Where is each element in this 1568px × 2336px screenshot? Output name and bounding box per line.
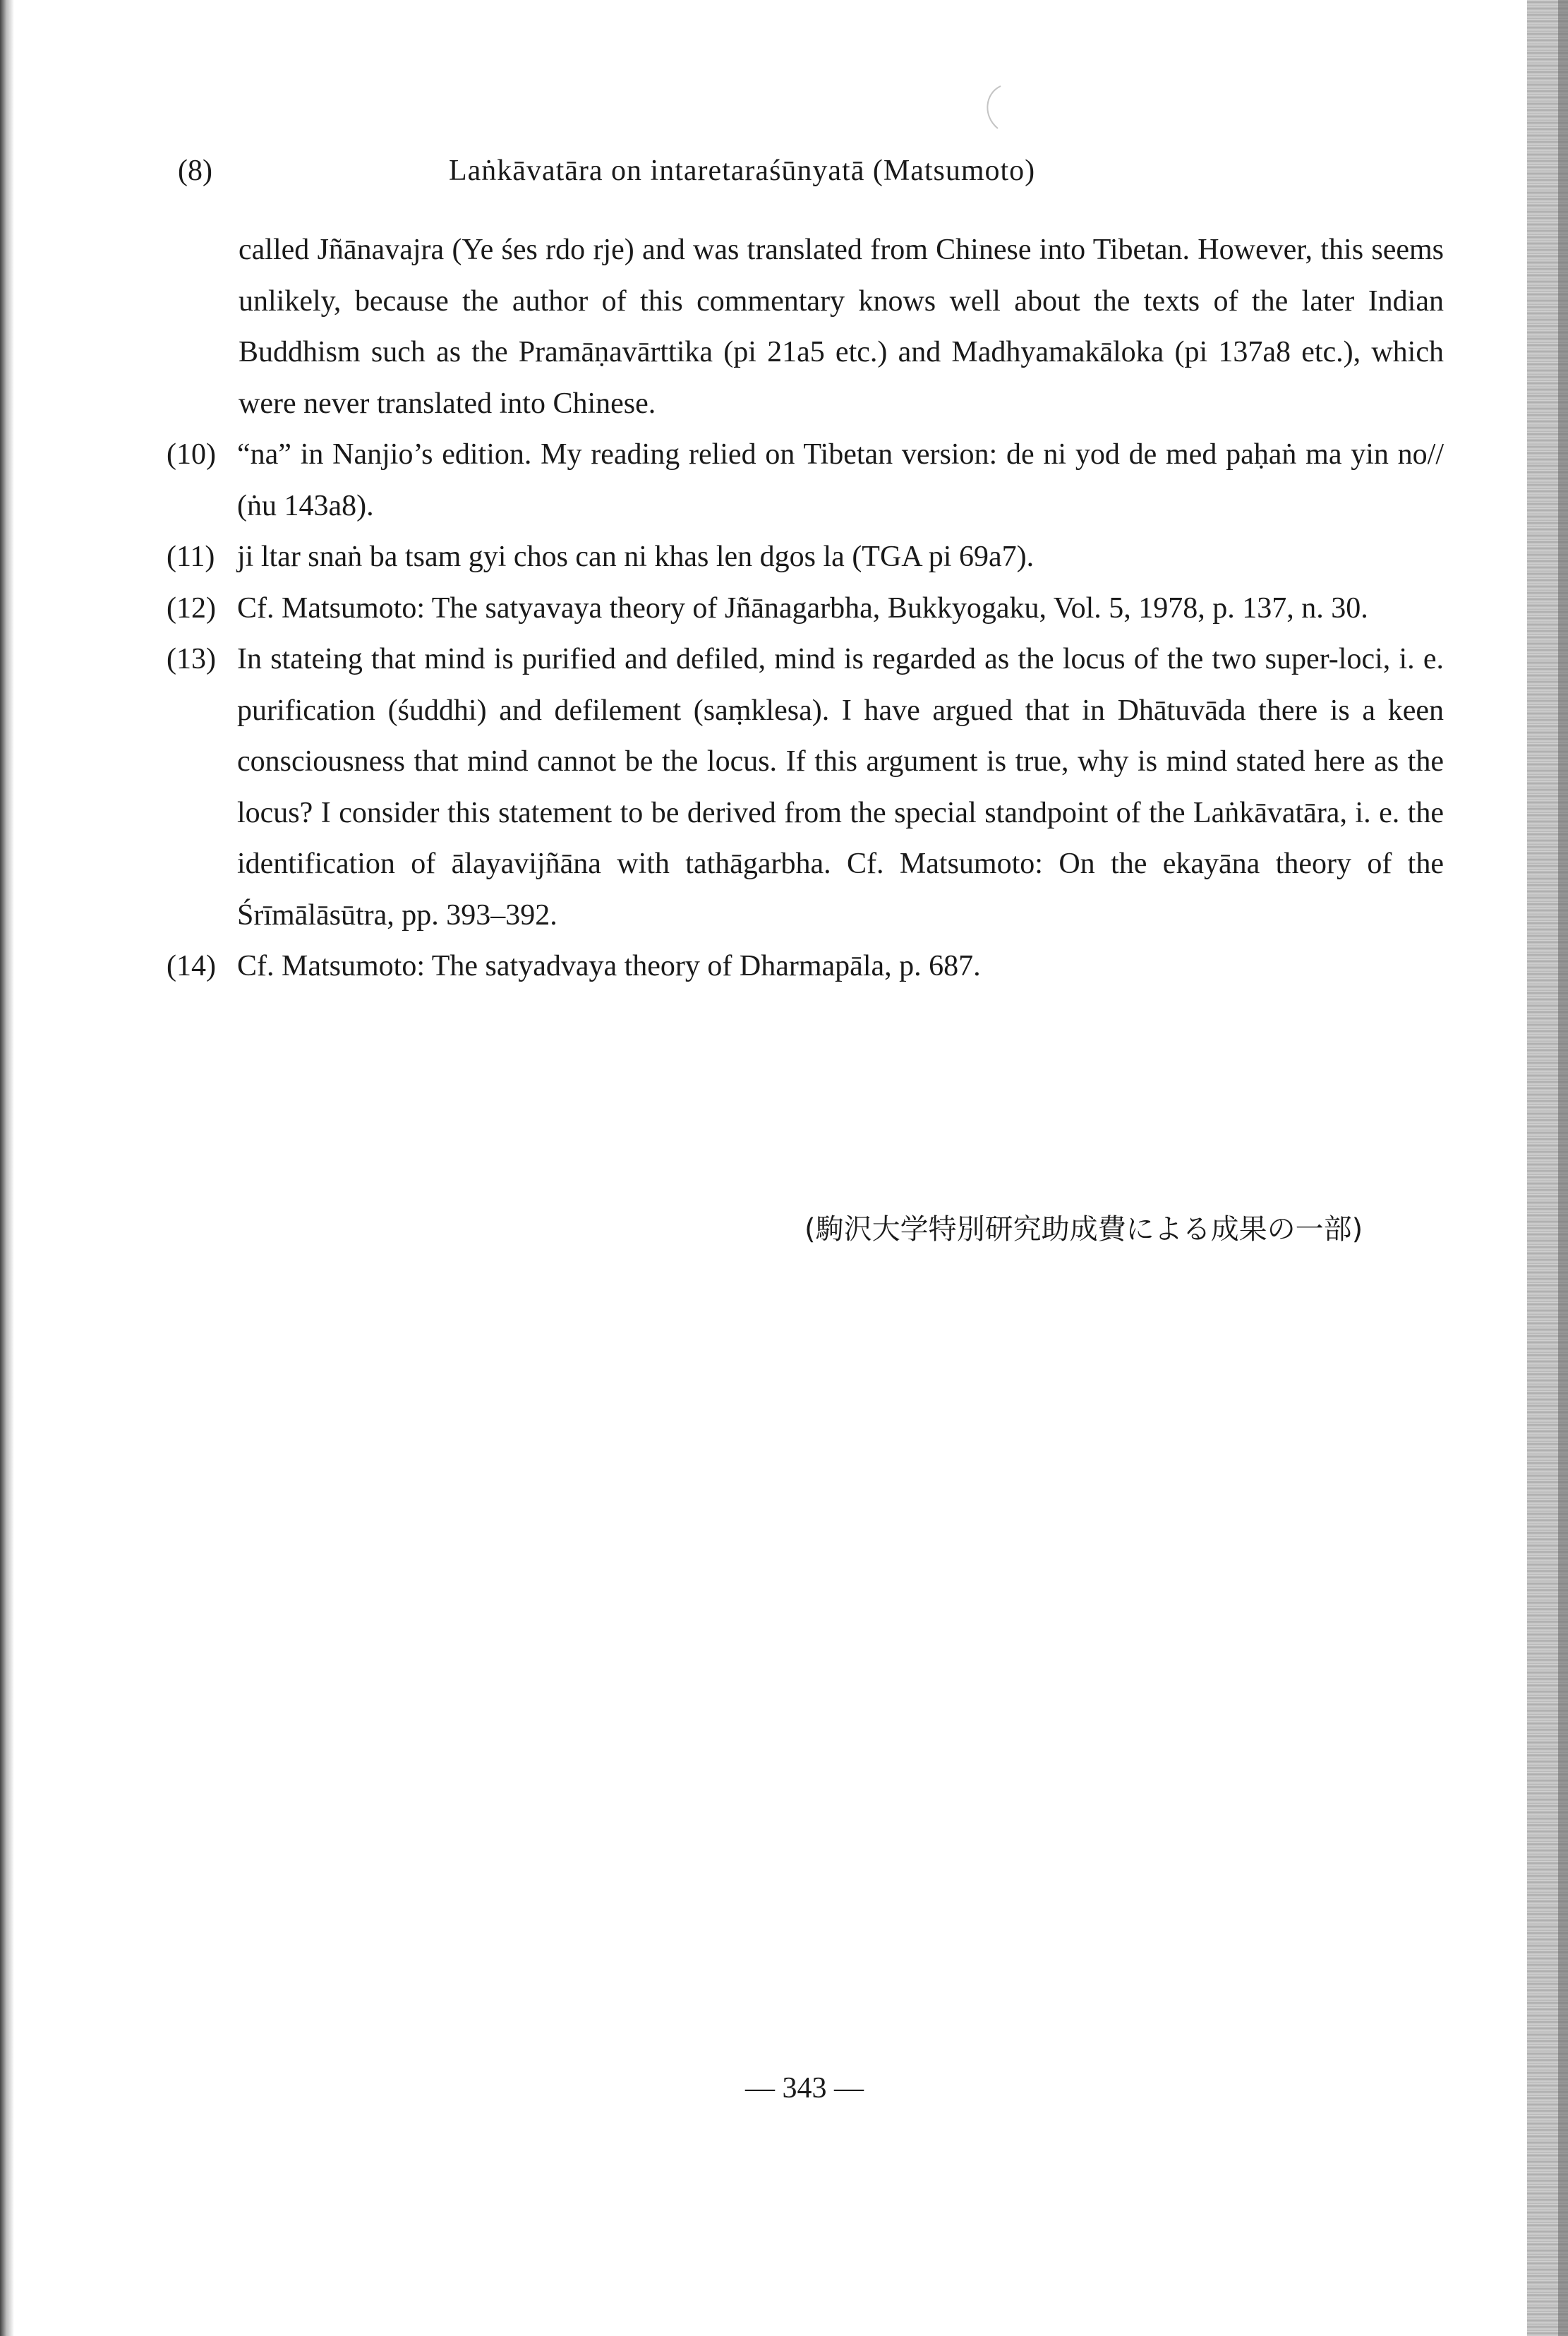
footnote-text: ji ltar snaṅ ba tsam gyi chos can ni khas len dgos la (TGA pi 69a7). <box>237 541 1035 573</box>
footnote-number: (12) <box>167 591 216 625</box>
scan-shadow-left <box>0 0 14 2336</box>
footnotes <box>167 224 1444 992</box>
pencil-mark <box>979 83 1008 133</box>
footnote-number: (13) <box>167 643 216 675</box>
footnote-text: Cf. Matsumoto: The satyadvaya theory of Dharmapāla, p. 687. <box>237 950 981 982</box>
running-title: Laṅkāvatāra on intaretaraśūnyatā (Matsumoto) <box>449 155 1036 187</box>
footnote-text: In stateing that mind is purified and defiled, mind is regarded as the locus of the two super-loci, i. e. purification (śuddhi) and defilement (saṃklesa). I have argued that in Dhātuvāda there is a keen consciousness that mind cannot be the locus. If this argument is true, why is mind stated here as the locus? I consider this statement to be derived from the special standpoint of the Laṅkāvatāra, i. e. the identification of ālayavijñāna with tathāgarbha. Cf. Matsumoto: On the ekayāna theory of the Śrīmālāsūtra, pp. 393–392. <box>237 643 1444 932</box>
footnote-13 <box>167 634 1444 941</box>
footnote-number: (14) <box>167 950 216 982</box>
page-number: — 343 — <box>745 2072 864 2105</box>
scan-edge-right <box>1558 0 1568 2336</box>
footnote-number: (10) <box>167 438 216 471</box>
footnote-number: (11) <box>167 541 215 573</box>
page-header <box>167 154 1444 203</box>
funding-note: (駒沢大学特別研究助成費による成果の一部) <box>804 1213 1363 1246</box>
footnote-text: Cf. Matsumoto: The satyavaya theory of Jñānagarbha, Bukkyogaku, Vol. 5, 1978, p. 137, n. 30. <box>237 591 1368 625</box>
footnote-11 <box>167 531 1444 583</box>
footnote-12 <box>167 583 1444 634</box>
header-page-label: (8) <box>178 155 212 187</box>
footnote-text: called Jñānavajra (Ye śes rdo rje) and was translated from Chinese into Tibetan. However, this seems unlikely, because the author of this commentary knows well about the texts of the later Indian Buddhism such as the Pramāṇavārttika (pi 21a5 etc.) and Madhyamakāloka (pi 137a8 etc.), which were never translated into Chinese. <box>239 234 1444 420</box>
footnote-10 <box>167 429 1444 531</box>
footnote-text: “na” in Nanjio’s edition. My reading relied on Tibetan version: de ni yod de med paḥaṅ ma yin no// (ṅu 143a8). <box>237 438 1444 522</box>
footnote-9-continued <box>167 224 1444 429</box>
footnote-14 <box>167 941 1444 992</box>
